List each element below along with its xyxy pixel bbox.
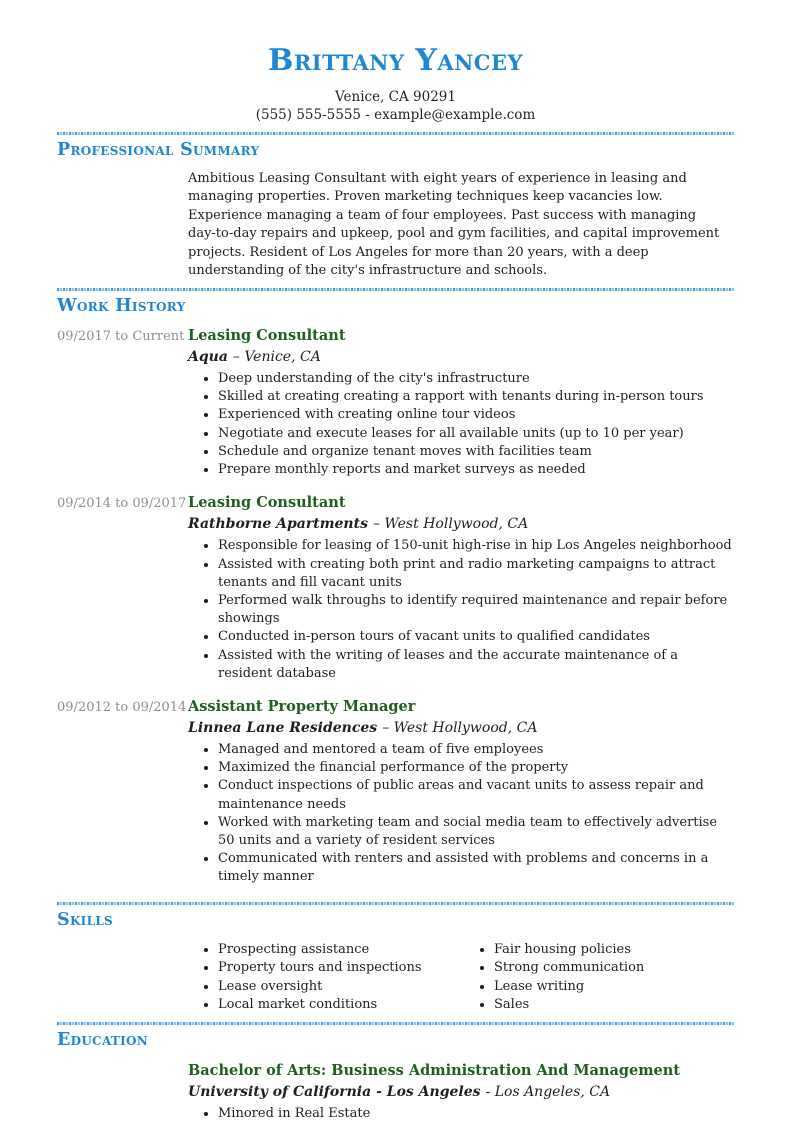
- bullet-item: • Prepare monthly reports and market surveys as needed: [218, 461, 734, 479]
- bullet-item: • Managed and mentored a team of five employees: [218, 741, 734, 759]
- school-name: University of California - Los Angeles: [188, 1083, 481, 1100]
- contact-phone-email: (555) 555-5555 - example@example.com: [255, 107, 536, 124]
- candidate-name: Brittany Yancey: [267, 43, 524, 78]
- bullet-item: • Local market conditions: [218, 996, 464, 1014]
- job-bullets: [188, 537, 734, 683]
- job-company-line: [188, 348, 734, 366]
- skills-columns: [188, 941, 734, 1014]
- job-entry: [57, 698, 734, 887]
- section-professional-summary: [57, 132, 734, 280]
- bullet-item: • Assisted with creating both print and radio marketing campaigns to attract tenants and fill vacant units: [218, 556, 734, 592]
- bullet-item: • Lease writing: [494, 978, 740, 996]
- job-dates: 09/2017 to Current: [57, 329, 185, 345]
- job-entry: [57, 327, 734, 479]
- section-education: [57, 1022, 734, 1123]
- section-divider: [57, 288, 734, 291]
- job-dates: 09/2012 to 09/2014: [57, 699, 187, 715]
- bullet-item: • Skilled at creating creating a rapport with tenants during in-person tours: [218, 388, 734, 406]
- job-body: [188, 327, 734, 479]
- bullet-item: • Lease oversight: [218, 978, 464, 996]
- school-location: - Los Angeles, CA: [485, 1083, 611, 1100]
- job-company-line: [188, 515, 734, 533]
- school-line: [188, 1083, 734, 1101]
- section-heading-summary: Professional Summary: [57, 140, 260, 161]
- job-title: Leasing Consultant: [188, 494, 346, 512]
- education-bullets: [188, 1105, 734, 1123]
- bullet-item: • Fair housing policies: [494, 941, 740, 959]
- company-name: Rathborne Apartments: [188, 516, 368, 533]
- bullet-item: • Communicated with renters and assisted with problems and concerns in a timely manner: [218, 850, 734, 886]
- job-location: – Venice, CA: [232, 349, 321, 366]
- bullet-item: • Schedule and organize tenant moves with facilities team: [218, 443, 734, 461]
- section-divider: [57, 1022, 734, 1025]
- bullet-item: • Worked with marketing team and social media team to effectively advertise 50 units and a variety of resident services: [218, 814, 734, 850]
- contact-location: Venice, CA 90291: [335, 89, 456, 106]
- section-heading-education: Education: [57, 1029, 149, 1050]
- job-bullets: [188, 370, 734, 479]
- section-divider: [57, 902, 734, 905]
- resume-header: [57, 0, 734, 124]
- summary-text: Ambitious Leasing Consultant with eight years of experience in leasing and managing properties. Proven marketing techniques keep vacancies low. Experience managing a team of four employees. Past success with managing day-to-day repairs and upkeep, pool and gym facilities, and capital improvement projects. Resident of Los Angeles for more than 20 years, with a deep understanding of the city's infrastructure and schools.: [188, 171, 720, 279]
- job-list: [57, 327, 734, 886]
- skills-column-2: [464, 941, 740, 1014]
- bullet-item: • Prospecting assistance: [218, 941, 464, 959]
- bullet-item: • Maximized the financial performance of the property: [218, 759, 734, 777]
- job-body: [188, 698, 734, 887]
- section-heading-skills: Skills: [57, 909, 114, 930]
- bullet-item: • Property tours and inspections: [218, 959, 464, 977]
- job-location: – West Hollywood, CA: [382, 719, 538, 736]
- skills-column-1: [188, 941, 464, 1014]
- job-bullets: [188, 741, 734, 887]
- bullet-item: • Performed walk throughs to identify required maintenance and repair before showings: [218, 592, 734, 628]
- bullet-item: • Deep understanding of the city's infrastructure: [218, 370, 734, 388]
- job-title: Assistant Property Manager: [188, 697, 416, 715]
- bullet-item: • Responsible for leasing of 150-unit high-rise in hip Los Angeles neighborhood: [218, 537, 734, 555]
- degree-title: Bachelor of Arts: Business Administration And Management: [188, 1061, 681, 1079]
- section-heading-work-history: Work History: [57, 296, 186, 317]
- job-location: – West Hollywood, CA: [372, 516, 529, 533]
- job-title: Leasing Consultant: [188, 327, 346, 345]
- job-company-line: [188, 719, 734, 737]
- job-body: [188, 494, 734, 683]
- job-dates: 09/2014 to 09/2017: [57, 496, 187, 512]
- section-divider: [57, 132, 734, 135]
- bullet-item: • Negotiate and execute leases for all available units (up to 10 per year): [218, 425, 734, 443]
- education-entry: [188, 1062, 734, 1123]
- bullet-item: • Assisted with the writing of leases and the accurate maintenance of a resident database: [218, 647, 734, 683]
- bullet-item: • Minored in Real Estate: [218, 1105, 734, 1123]
- bullet-item: • Conduct inspections of public areas and vacant units to assess repair and maintenance needs: [218, 777, 734, 813]
- bullet-item: • Experienced with creating online tour videos: [218, 406, 734, 424]
- bullet-item: • Conducted in-person tours of vacant units to qualified candidates: [218, 628, 734, 646]
- contact-block: [57, 88, 734, 124]
- company-name: Linnea Lane Residences: [188, 719, 378, 736]
- bullet-item: • Strong communication: [494, 959, 740, 977]
- section-skills: [57, 902, 734, 1014]
- section-work-history: [57, 288, 734, 886]
- bullet-item: • Sales: [494, 996, 740, 1014]
- job-entry: [57, 494, 734, 683]
- company-name: Aqua: [188, 349, 228, 366]
